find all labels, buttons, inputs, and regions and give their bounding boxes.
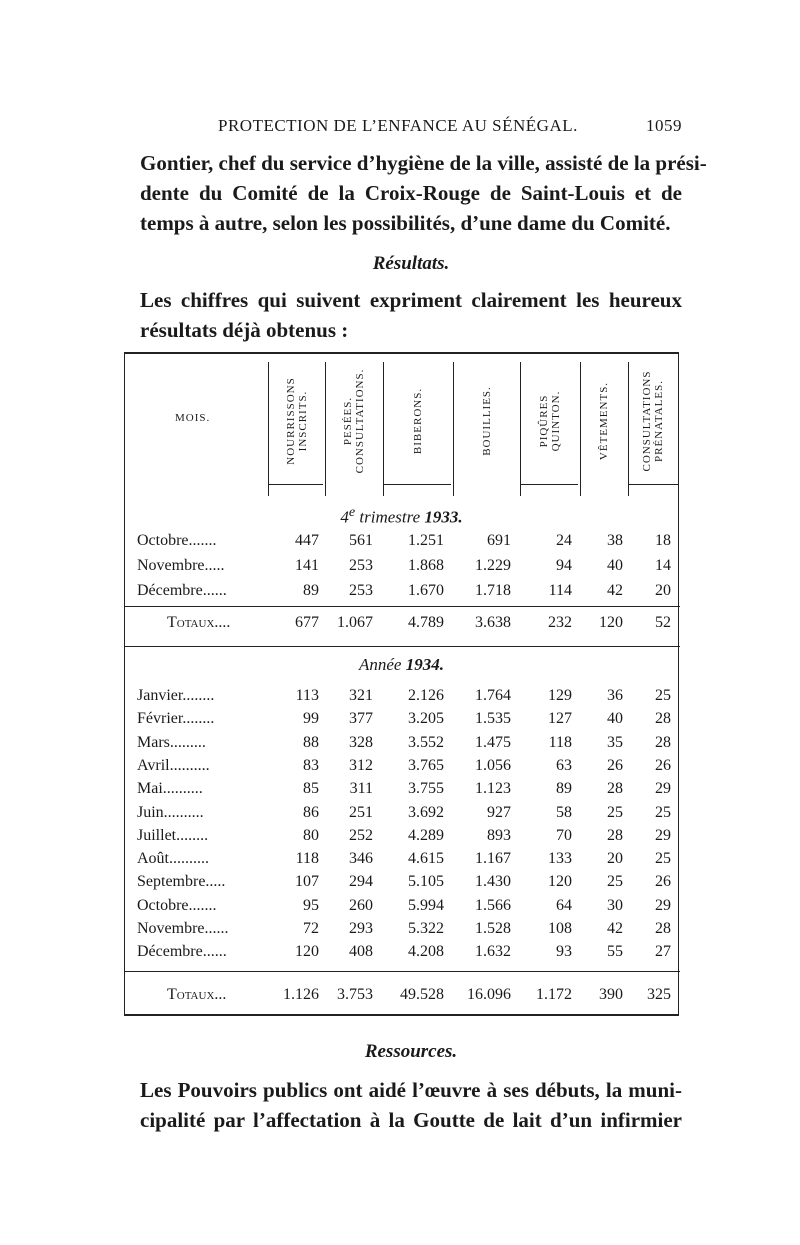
column-header xyxy=(268,362,325,480)
table-row xyxy=(125,757,678,779)
intro-paragraph xyxy=(140,148,707,238)
table-cell: 5.322 xyxy=(408,920,444,937)
month-label: Novembre..... xyxy=(137,557,225,574)
page-header xyxy=(140,116,682,136)
table-cell: 927 xyxy=(487,803,511,821)
text-line: Les Pouvoirs publics ont aidé l’œuvre à ses débuts, la muni- xyxy=(140,1078,682,1102)
table-cell: 328 xyxy=(349,733,373,751)
table-cell: 49.528 xyxy=(400,986,444,1003)
table-cell: 64 xyxy=(556,896,572,914)
table-row xyxy=(125,897,678,919)
table-cell: 1.056 xyxy=(475,756,511,774)
column-header-label: CONSULTATIONS PRÉNATALES. xyxy=(641,370,665,472)
table-cell: 1.126 xyxy=(283,986,319,1003)
table-cell: 447 xyxy=(295,532,319,549)
column-header xyxy=(628,362,678,480)
table-cell: 26 xyxy=(607,756,623,774)
table-cell: 55 xyxy=(607,943,623,961)
table-row xyxy=(125,687,678,709)
table-cell: 120 xyxy=(599,614,623,631)
table-cell: 99 xyxy=(303,710,319,728)
section-1933-word: trimestre xyxy=(359,507,421,527)
table-cell: 29 xyxy=(655,896,671,914)
table-cell: 141 xyxy=(295,557,319,574)
table-cell: 408 xyxy=(349,943,373,961)
table-cell: 80 xyxy=(303,826,319,844)
table-cell: 893 xyxy=(487,826,511,844)
table-cell: 321 xyxy=(349,687,373,704)
table-cell: 114 xyxy=(548,582,572,599)
table-cell: 1.229 xyxy=(475,557,511,574)
table-cell: 113 xyxy=(295,687,319,704)
section-1934-year: 1934. xyxy=(405,655,444,674)
table-row xyxy=(125,710,678,732)
table-cell: 25 xyxy=(655,687,671,704)
month-label: Totaux.... xyxy=(167,614,231,631)
table-cell: 4.615 xyxy=(408,850,444,868)
table-cell: 42 xyxy=(607,582,623,599)
table-cell: 20 xyxy=(655,582,671,599)
month-label: Octobre....... xyxy=(137,896,217,914)
column-header-label: PESÉES. CONSULTATIONS. xyxy=(342,368,366,474)
column-header-label: VÊTEMENTS. xyxy=(598,381,610,461)
table-cell: 40 xyxy=(607,710,623,728)
table-cell: 1.670 xyxy=(408,582,444,599)
table-cell: 28 xyxy=(655,920,671,937)
table-cell: 30 xyxy=(607,896,623,914)
table-cell: 1.535 xyxy=(475,710,511,728)
month-label: Octobre....... xyxy=(137,532,217,549)
table-cell: 346 xyxy=(349,850,373,868)
table-row xyxy=(125,582,678,604)
table-cell: 5.994 xyxy=(408,896,444,914)
month-label: Novembre...... xyxy=(137,920,229,937)
table-cell: 1.566 xyxy=(475,896,511,914)
table-cell: 312 xyxy=(349,756,373,774)
table-cell: 120 xyxy=(295,943,319,961)
total-row xyxy=(125,614,678,636)
ressources-paragraph xyxy=(140,1075,682,1135)
table-cell: 691 xyxy=(487,532,511,549)
text-line: Gontier, chef du service d’hygiène de la ville, assisté de la prési- xyxy=(140,151,707,175)
section-1933-prefix: 4 xyxy=(340,507,349,527)
table-row xyxy=(125,532,678,554)
table-cell: 260 xyxy=(349,896,373,914)
table-cell: 294 xyxy=(349,873,373,891)
section-1933 xyxy=(125,504,678,528)
column-header-label: BIBERONS. xyxy=(412,387,424,455)
table-cell: 89 xyxy=(303,582,319,599)
table-cell: 1.251 xyxy=(408,532,444,549)
statistics-table xyxy=(124,352,679,1016)
table-cell: 1.764 xyxy=(475,687,511,704)
table-cell: 677 xyxy=(295,614,319,631)
table-cell: 253 xyxy=(349,557,373,574)
month-label: Août.......... xyxy=(137,850,209,868)
table-cell: 42 xyxy=(607,920,623,937)
table-cell: 26 xyxy=(655,873,671,891)
total-row xyxy=(125,986,678,1008)
table-cell: 118 xyxy=(295,850,319,868)
table-cell: 293 xyxy=(349,920,373,937)
table-cell: 28 xyxy=(655,710,671,728)
table-cell: 1.528 xyxy=(475,920,511,937)
table-cell: 1.067 xyxy=(337,614,373,631)
table-row xyxy=(125,873,678,895)
table-cell: 108 xyxy=(548,920,572,937)
table-cell: 1.172 xyxy=(536,986,572,1003)
column-header-label: NOURRISSONS INSCRITS. xyxy=(284,377,309,465)
table-cell: 35 xyxy=(607,733,623,751)
month-label: Septembre..... xyxy=(137,873,226,891)
table-cell: 16.096 xyxy=(467,986,511,1003)
table-cell: 3.753 xyxy=(337,986,373,1003)
table-cell: 561 xyxy=(349,532,373,549)
table-cell: 232 xyxy=(548,614,572,631)
month-label: Juin.......... xyxy=(137,803,204,821)
table-cell: 1.430 xyxy=(475,873,511,891)
table-cell: 390 xyxy=(599,986,623,1003)
table-cell: 251 xyxy=(349,803,373,821)
column-header-label: PIQÛRES QUINTON. xyxy=(538,390,562,452)
resultats-paragraph xyxy=(140,285,682,345)
table-cell: 20 xyxy=(607,850,623,868)
table-cell: 377 xyxy=(349,710,373,728)
table-cell: 3.692 xyxy=(408,803,444,821)
table-cell: 3.205 xyxy=(408,710,444,728)
table-cell: 25 xyxy=(607,803,623,821)
table-cell: 38 xyxy=(607,532,623,549)
table-cell: 70 xyxy=(556,826,572,844)
running-title: PROTECTION DE L’ENFANCE AU SÉNÉGAL. xyxy=(218,116,578,135)
table-cell: 28 xyxy=(607,826,623,844)
month-label: Mars......... xyxy=(137,733,206,751)
table-cell: 120 xyxy=(548,873,572,891)
section-1934-word: Année xyxy=(359,655,402,674)
table-cell: 40 xyxy=(607,557,623,574)
heading-resultats: Résultats. xyxy=(372,253,450,274)
section-1933-sup: e xyxy=(348,504,356,520)
table-cell: 36 xyxy=(607,687,623,704)
table-cell: 63 xyxy=(556,756,572,774)
column-header xyxy=(520,362,580,480)
table-cell: 26 xyxy=(655,756,671,774)
table-cell: 3.638 xyxy=(475,614,511,631)
table-cell: 4.289 xyxy=(408,826,444,844)
table-cell: 28 xyxy=(655,733,671,751)
column-header xyxy=(580,362,628,480)
table-row xyxy=(125,557,678,579)
text-line: Les chiffres qui suivent expriment clairement les heureux xyxy=(140,288,682,312)
table-row xyxy=(125,850,678,872)
table-cell: 118 xyxy=(548,733,572,751)
table-cell: 72 xyxy=(303,920,319,937)
table-cell: 25 xyxy=(655,803,671,821)
column-header xyxy=(453,362,520,480)
table-cell: 89 xyxy=(556,780,572,798)
table-cell: 85 xyxy=(303,780,319,798)
table-cell: 14 xyxy=(655,557,671,574)
table-cell: 1.868 xyxy=(408,557,444,574)
month-label: Totaux... xyxy=(167,986,227,1003)
table-cell: 252 xyxy=(349,826,373,844)
section-1933-year: 1933. xyxy=(424,507,463,527)
table-row xyxy=(125,943,678,965)
table-cell: 1.475 xyxy=(475,733,511,751)
month-label: Février........ xyxy=(137,710,215,728)
table-cell: 25 xyxy=(607,873,623,891)
table-cell: 95 xyxy=(303,896,319,914)
table-cell: 28 xyxy=(607,780,623,798)
table-cell: 58 xyxy=(556,803,572,821)
table-row xyxy=(125,827,678,849)
column-header xyxy=(383,362,453,480)
table-cell: 129 xyxy=(548,687,572,704)
table-row xyxy=(125,920,678,942)
table-cell: 2.126 xyxy=(408,687,444,704)
heading-ressources: Ressources. xyxy=(364,1041,458,1062)
table-cell: 94 xyxy=(556,557,572,574)
table-row xyxy=(125,780,678,802)
table-cell: 93 xyxy=(556,943,572,961)
table-cell: 4.789 xyxy=(408,614,444,631)
month-label: Juillet........ xyxy=(137,826,209,844)
table-cell: 1.632 xyxy=(475,943,511,961)
table-cell: 3.755 xyxy=(408,780,444,798)
table-row xyxy=(125,804,678,826)
table-cell: 18 xyxy=(655,532,671,549)
table-cell: 1.718 xyxy=(475,582,511,599)
table-cell: 325 xyxy=(647,986,671,1003)
column-header-mois: MOIS. xyxy=(175,412,211,424)
table-cell: 4.208 xyxy=(408,943,444,961)
table-cell: 27 xyxy=(655,943,671,961)
column-header xyxy=(325,362,383,480)
table-cell: 24 xyxy=(556,532,572,549)
page-number: 1059 xyxy=(646,116,682,135)
text-line: résultats déjà obtenus : xyxy=(140,318,349,342)
table-cell: 29 xyxy=(655,826,671,844)
table-cell: 5.105 xyxy=(408,873,444,891)
table-cell: 29 xyxy=(655,780,671,798)
table-cell: 253 xyxy=(349,582,373,599)
text-line: dente du Comité de la Croix-Rouge de Saint-Louis et de xyxy=(140,181,682,205)
table-cell: 25 xyxy=(655,850,671,868)
table-cell: 311 xyxy=(349,780,373,798)
table-cell: 3.765 xyxy=(408,756,444,774)
table-cell: 88 xyxy=(303,733,319,751)
table-cell: 107 xyxy=(295,873,319,891)
table-row xyxy=(125,734,678,756)
table-cell: 52 xyxy=(655,614,671,631)
month-label: Avril.......... xyxy=(137,756,210,774)
table-cell: 86 xyxy=(303,803,319,821)
table-cell: 127 xyxy=(548,710,572,728)
table-cell: 3.552 xyxy=(408,733,444,751)
table-cell: 133 xyxy=(548,850,572,868)
month-label: Janvier........ xyxy=(137,687,215,704)
column-header-label: BOUILLIES. xyxy=(480,386,493,456)
month-label: Décembre...... xyxy=(137,582,227,599)
month-label: Mai.......... xyxy=(137,780,203,798)
table-cell: 1.123 xyxy=(475,780,511,798)
text-line: cipalité par l’affectation à la Goutte de lait d’un infirmier xyxy=(140,1108,682,1132)
section-1934 xyxy=(125,655,678,675)
table-cell: 83 xyxy=(303,756,319,774)
month-label: Décembre...... xyxy=(137,943,227,961)
text-line: temps à autre, selon les possibilités, d’une dame du Comité. xyxy=(140,211,671,235)
table-cell: 1.167 xyxy=(475,850,511,868)
